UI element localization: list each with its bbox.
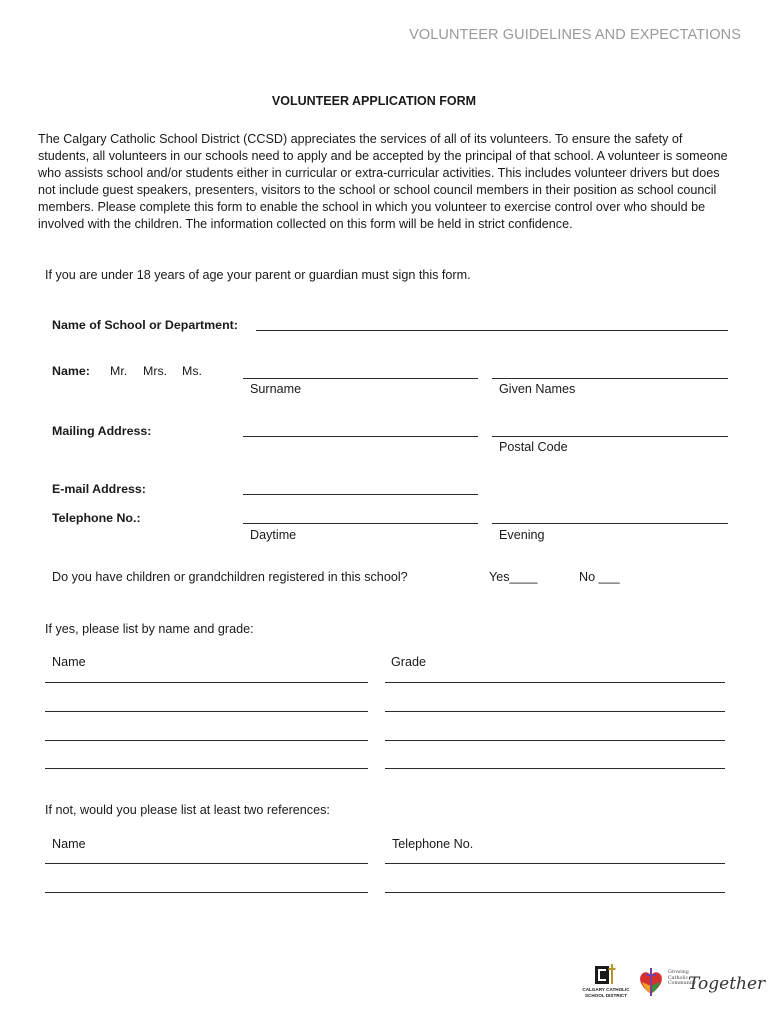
child-grade-field-2[interactable]	[385, 711, 725, 712]
school-label: Name of School or Department:	[52, 318, 238, 332]
mailing-address-field[interactable]	[243, 436, 478, 437]
yes-option[interactable]: Yes____	[489, 570, 538, 584]
child-grade-field-3[interactable]	[385, 740, 725, 741]
header-title: VOLUNTEER GUIDELINES AND EXPECTATIONS	[409, 27, 741, 43]
evening-caption: Evening	[499, 528, 545, 542]
given-names-caption: Given Names	[499, 382, 576, 396]
mailing-address-label: Mailing Address:	[52, 424, 152, 438]
references-prompt: If not, would you please list at least two references:	[45, 803, 330, 817]
daytime-phone-field[interactable]	[243, 523, 478, 524]
together-small-line-1: Growing	[668, 970, 689, 975]
email-field[interactable]	[243, 494, 478, 495]
email-label: E-mail Address:	[52, 482, 146, 496]
reference-name-field-2[interactable]	[45, 892, 368, 893]
surname-field[interactable]	[243, 378, 478, 379]
given-names-field[interactable]	[492, 378, 728, 379]
children-grade-header: Grade	[391, 655, 427, 669]
ccsd-logo-line-2: SCHOOL DISTRICT	[584, 992, 628, 998]
surname-caption: Surname	[250, 382, 302, 396]
postal-code-caption: Postal Code	[499, 440, 568, 454]
under-18-note: If you are under 18 years of age your parent or guardian must sign this form.	[45, 268, 471, 282]
together-logo	[636, 962, 766, 1002]
child-name-field-1[interactable]	[45, 682, 368, 683]
child-grade-field-4[interactable]	[385, 768, 725, 769]
title-option-mrs[interactable]: Mrs.	[143, 364, 168, 378]
heart-cross-icon	[636, 964, 666, 1000]
child-name-field-3[interactable]	[45, 740, 368, 741]
postal-code-field[interactable]	[492, 436, 728, 437]
reference-phone-field-2[interactable]	[385, 892, 725, 893]
children-name-header: Name	[52, 655, 86, 669]
reference-phone-header: Telephone No.	[392, 837, 474, 851]
school-field[interactable]	[256, 330, 728, 331]
together-script: Together	[688, 974, 766, 994]
telephone-label: Telephone No.:	[52, 511, 141, 525]
form-title: VOLUNTEER APPLICATION FORM	[271, 94, 477, 108]
together-small-line-2: Catholic	[668, 975, 689, 981]
reference-name-header: Name	[52, 837, 86, 851]
no-option[interactable]: No ___	[579, 570, 620, 584]
ccsd-logo-line-1: CALGARY CATHOLIC	[582, 987, 630, 992]
reference-phone-field-1[interactable]	[385, 863, 725, 864]
intro-paragraph: The Calgary Catholic School District (CCSD) appreciates the services of all of its volunteers. To ensure the safety of students, all volunteers in our schools need to apply and be accepted by the principal of that school. A volunteer is someone who assists school and/or students either in curricular or extra-curricular activities. This includes volunteer drivers but does not include guest speakers, presenters, visitors to the school or school council members in their position as school council members. Please complete this form to enable the school in which you volunteer to exercise control over who should be involved with the children. The information collected on this form will be held in strict confidence.	[38, 132, 728, 231]
ccsd-logo	[582, 962, 630, 1000]
reference-name-field-1[interactable]	[45, 863, 368, 864]
children-list-prompt: If yes, please list by name and grade:	[45, 622, 254, 636]
title-option-ms[interactable]: Ms.	[182, 364, 202, 378]
name-label: Name:	[52, 364, 90, 378]
title-option-mr[interactable]: Mr.	[110, 364, 128, 378]
daytime-caption: Daytime	[250, 528, 297, 542]
child-name-field-2[interactable]	[45, 711, 368, 712]
evening-phone-field[interactable]	[492, 523, 728, 524]
child-grade-field-1[interactable]	[385, 682, 725, 683]
ccsd-crest-icon	[594, 962, 618, 986]
child-name-field-4[interactable]	[45, 768, 368, 769]
children-question: Do you have children or grandchildren registered in this school?	[52, 570, 408, 584]
together-small-line-3: Community	[668, 981, 697, 987]
